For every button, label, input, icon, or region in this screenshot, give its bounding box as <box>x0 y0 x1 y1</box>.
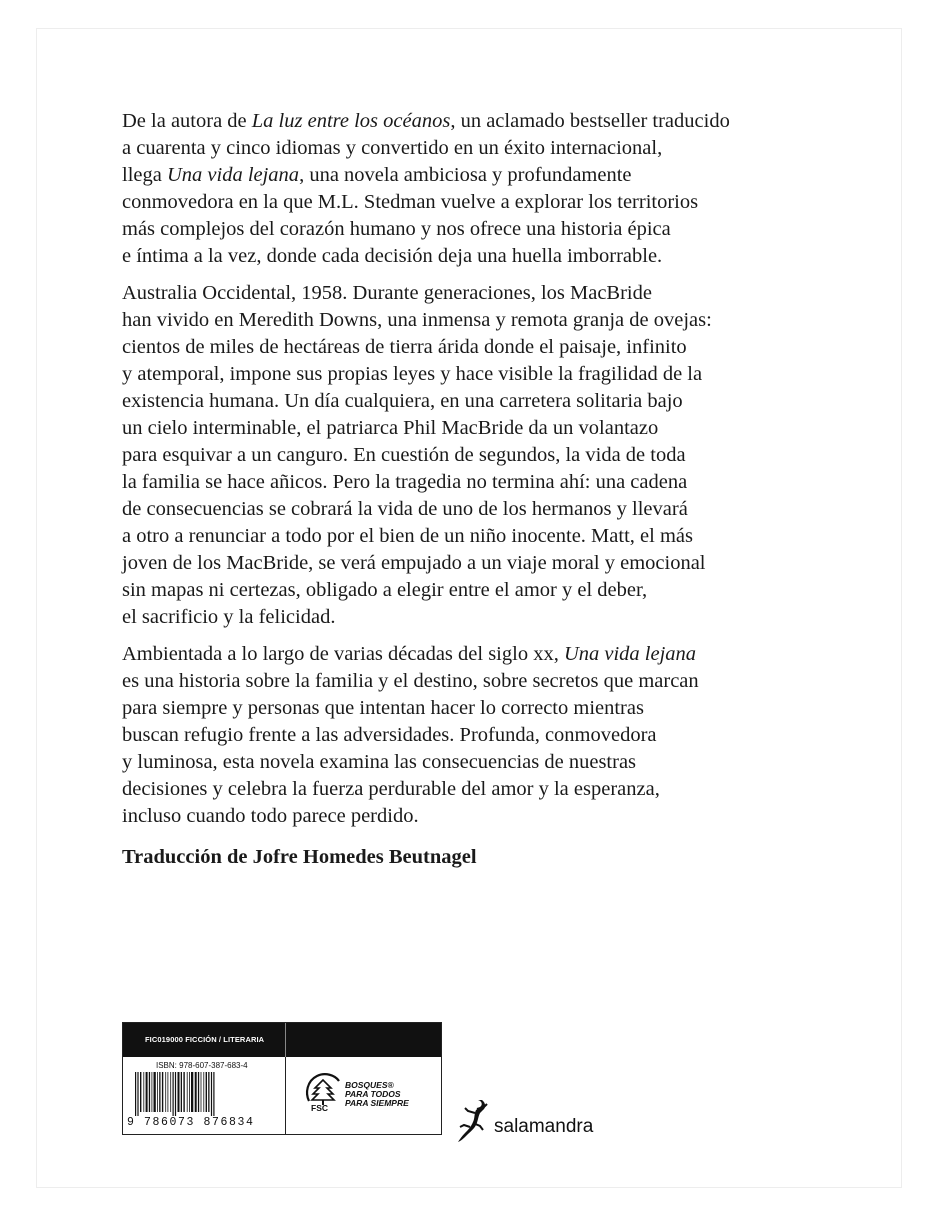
publisher-name: salamandra <box>494 1116 594 1137</box>
book-title-italic: Una vida lejana <box>563 643 697 665</box>
fsc-slogan <box>345 1081 409 1108</box>
blurb-line: el sacrificio y la felicidad. <box>122 606 336 628</box>
fsc-line: BOSQUES® <box>345 1080 394 1090</box>
blurb-paragraph-1 <box>122 108 842 270</box>
blurb-line: joven de los MacBride, se verá empujado a un viaje moral y emocional <box>122 552 706 574</box>
blurb-line: y luminosa, esta novela examina las consecuencias de nuestras <box>122 751 637 773</box>
blurb-line: incluso cuando todo parece perdido. <box>122 805 419 827</box>
blurb-line: cientos de miles de hectáreas de tierra árida donde el paisaje, infinito <box>122 336 687 358</box>
blurb-line: más complejos del corazón humano y nos ofrece una historia épica <box>122 218 671 240</box>
blurb-line: han vivido en Meredith Downs, una inmensa y remota granja de ovejas: <box>122 309 712 331</box>
fsc-line: PARA TODOS <box>345 1089 401 1099</box>
salamander-icon <box>456 1098 492 1144</box>
blurb-line: decisiones y celebra la fuerza perdurable del amor y la esperanza, <box>122 778 660 800</box>
blurb-line: llega Una vida lejana, una novela ambiciosa y profundamente <box>122 164 632 186</box>
blurb-line: de consecuencias se cobrará la vida de uno de los hermanos y llevará <box>122 498 688 520</box>
blurb-line: conmovedora en la que M.L. Stedman vuelve a explorar los territorios <box>122 191 699 213</box>
blurb-line: es una historia sobre la familia y el destino, sobre secretos que marcan <box>122 670 699 692</box>
blurb-line: y atemporal, impone sus propias leyes y hace visible la fragilidad de la <box>122 363 703 385</box>
blurb-line: a otro a renunciar a todo por el bien de un niño inocente. Matt, el más <box>122 525 693 547</box>
blurb-line: para siempre y personas que intentan hacer lo correcto mientras <box>122 697 644 719</box>
blurb-line: un cielo interminable, el patriarca Phil MacBride da un volantazo <box>122 417 659 439</box>
category-label: FIC019000 FICCIÓN / LITERARIA <box>145 1035 265 1044</box>
book-title-italic: La luz entre los océanos <box>251 110 451 132</box>
blurb-line: Australia Occidental, 1958. Durante generaciones, los MacBride <box>122 282 652 304</box>
barcode-panel <box>122 1022 442 1135</box>
translator-credit: Traducción de Jofre Homedes Beutnagel <box>122 846 477 868</box>
blurb-line: para esquivar a un canguro. En cuestión de segundos, la vida de toda <box>122 444 686 466</box>
blurb-line: a cuarenta y cinco idiomas y convertido en un éxito internacional, <box>122 137 663 159</box>
isbn-label: ISBN: 978-607-387-683-4 <box>156 1061 248 1070</box>
blurb-line: e íntima a la vez, donde cada decisión deja una huella imborrable. <box>122 245 663 267</box>
blurb-line: la familia se hace añicos. Pero la tragedia no termina ahí: una cadena <box>122 471 688 493</box>
category-header <box>123 1023 441 1057</box>
blurb-line: De la autora de La luz entre los océanos, un aclamado bestseller traducido <box>122 110 730 132</box>
blurb-line: Ambientada a lo largo de varias décadas del siglo xx, Una vida lejana <box>122 643 697 665</box>
fsc-line: PARA SIEMPRE <box>345 1098 409 1108</box>
book-title-italic: Una vida lejana <box>166 164 300 186</box>
barcode-icon <box>133 1072 281 1116</box>
blurb-paragraph-2 <box>122 280 842 631</box>
fsc-label: FSC <box>311 1103 328 1113</box>
blurb-paragraph-3 <box>122 641 842 830</box>
blurb-line: buscan refugio frente a las adversidades. Profunda, conmovedora <box>122 724 657 746</box>
back-cover-blurb <box>122 108 842 840</box>
barcode-digits: 9 786073 876834 <box>127 1116 255 1129</box>
blurb-line: existencia humana. Un día cualquiera, en una carretera solitaria bajo <box>122 390 683 412</box>
blurb-line: sin mapas ni certezas, obligado a elegir entre el amor y el deber, <box>122 579 648 601</box>
